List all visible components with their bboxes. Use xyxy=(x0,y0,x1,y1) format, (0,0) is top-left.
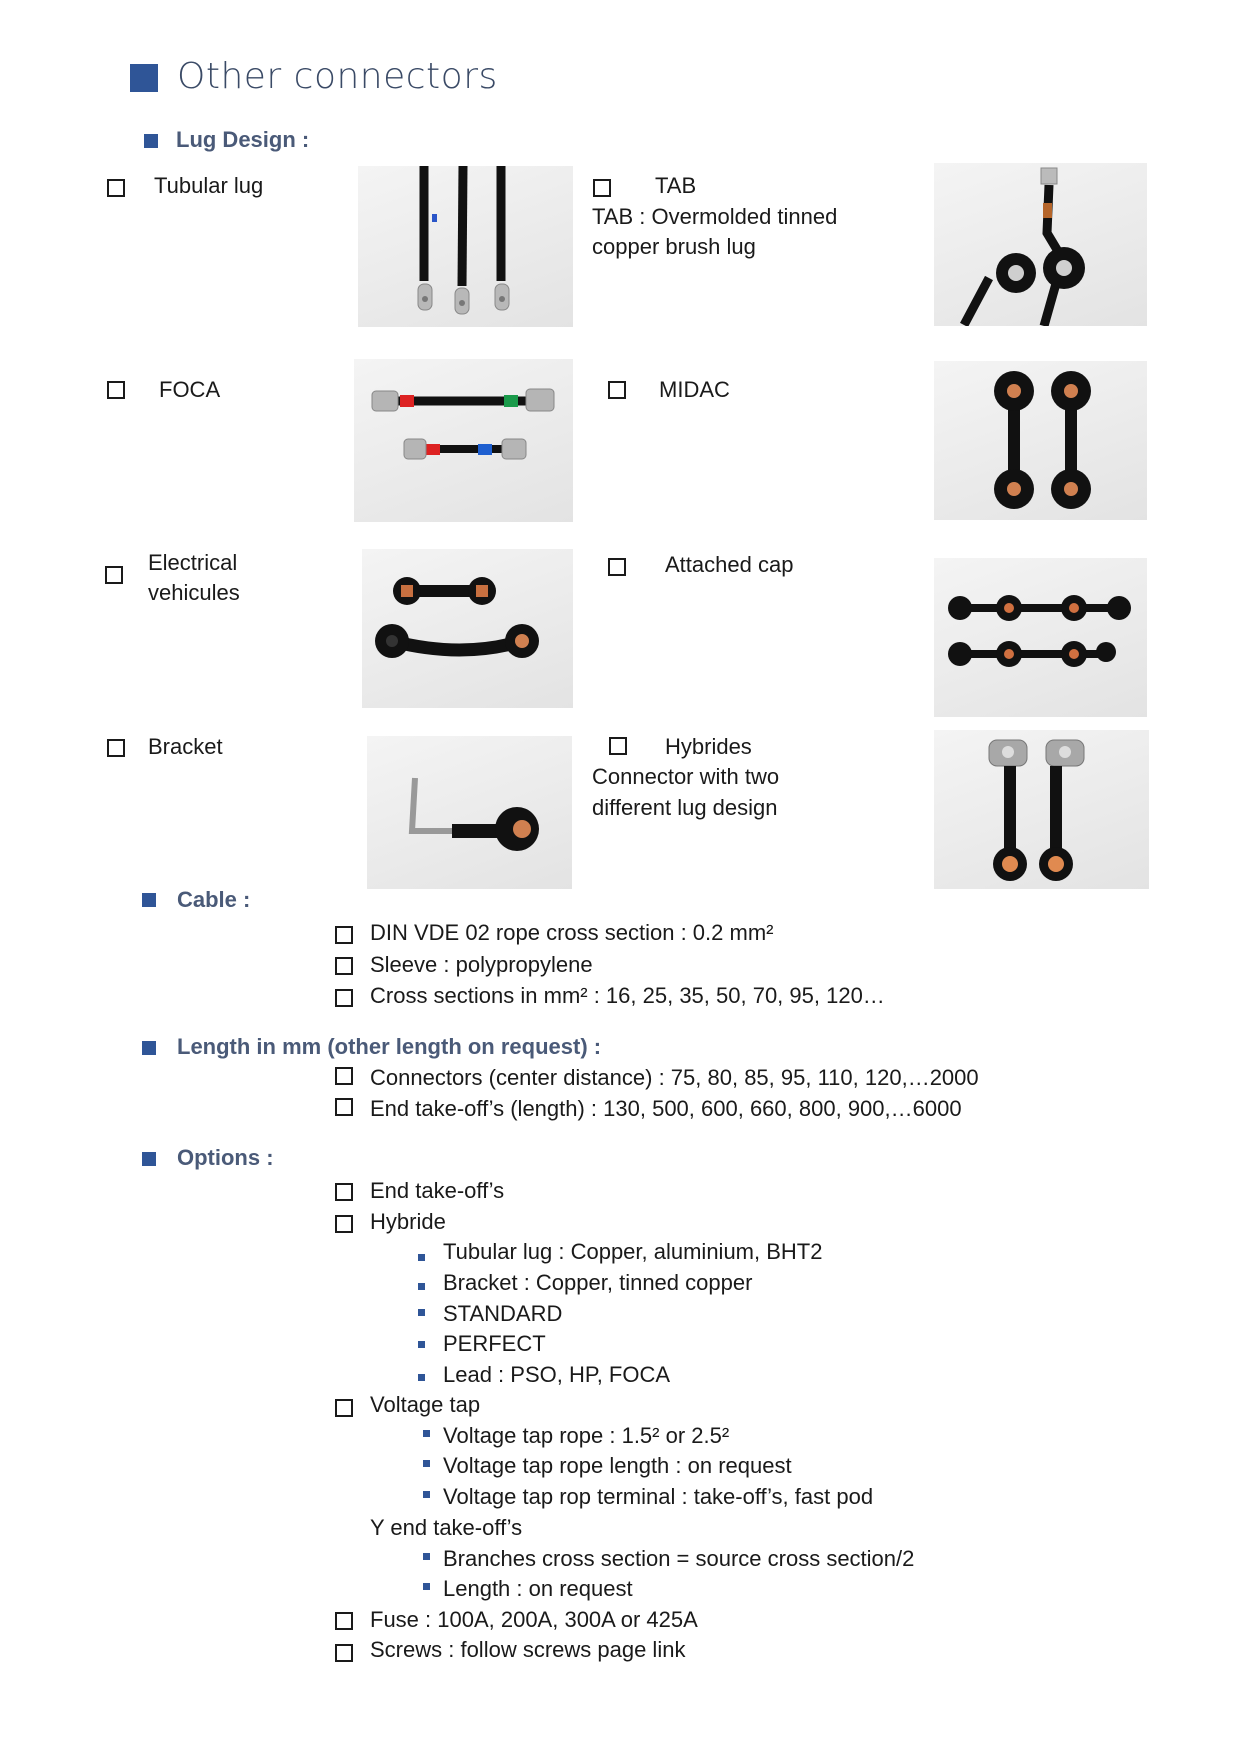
hybride-item: Tubular lug : Copper, aluminium, BHT2 xyxy=(443,1239,823,1264)
hybrides-description-line-2: different lug design xyxy=(592,795,778,820)
option-voltage-tap: Voltage tap xyxy=(370,1392,481,1417)
checkbox-icon xyxy=(608,381,626,399)
title-square-icon xyxy=(130,64,158,92)
option-fuse: Fuse : 100A, 200A, 300A or 425A xyxy=(370,1607,698,1632)
tab-description-line-1: TAB : Overmolded tinned xyxy=(592,204,838,229)
cable-item: Sleeve : polypropylene xyxy=(370,952,593,977)
hybrides-description-line-1: Connector with two xyxy=(592,764,780,789)
cable-item: DIN VDE 02 rope cross section : 0.2 mm² xyxy=(370,920,774,945)
checkbox-icon xyxy=(335,1644,353,1662)
sub-bullet-icon xyxy=(418,1374,425,1381)
checkbox-icon xyxy=(335,1067,353,1085)
checkbox-icon xyxy=(107,381,125,399)
checkbox-icon xyxy=(107,739,125,757)
lug-label-foca: FOCA xyxy=(159,377,221,402)
lug-label-electrical-line-1: Electrical xyxy=(148,550,238,575)
length-item: End take-off’s (length) : 130, 500, 600, 660, 800, 900,…6000 xyxy=(370,1096,962,1121)
tab-image xyxy=(934,163,1147,326)
page-title: Other connectors xyxy=(177,56,498,97)
checkbox-icon xyxy=(335,957,353,975)
electrical-vehicules-photo xyxy=(362,549,573,708)
y-end-item: Length : on request xyxy=(443,1576,633,1601)
checkbox-icon xyxy=(335,926,353,944)
tab-photo xyxy=(934,163,1147,326)
lug-label-electrical-line-2: vehicules xyxy=(148,580,240,605)
cable-item: Cross sections in mm² : 16, 25, 35, 50, 70, 95, 120… xyxy=(370,983,885,1008)
voltage-tap-item: Voltage tap rope length : on request xyxy=(443,1453,792,1478)
foca-image xyxy=(354,359,573,522)
bracket-photo xyxy=(367,736,572,889)
lug-label-tab: TAB xyxy=(655,173,697,198)
lug-label-hybrides: Hybrides xyxy=(665,734,752,759)
checkbox-icon xyxy=(608,558,626,576)
voltage-tap-item: Voltage tap rope : 1.5² or 2.5² xyxy=(443,1423,730,1448)
hybride-item: Lead : PSO, HP, FOCA xyxy=(443,1362,671,1387)
sub-bullet-icon xyxy=(418,1309,425,1316)
section-bullet-icon xyxy=(142,1041,156,1055)
checkbox-icon xyxy=(335,1399,353,1417)
checkbox-icon xyxy=(335,989,353,1007)
lug-label-tubular: Tubular lug xyxy=(154,173,264,198)
hybride-item: PERFECT xyxy=(443,1331,546,1356)
hybrides-image xyxy=(934,730,1149,889)
checkbox-icon xyxy=(335,1612,353,1630)
option-screws: Screws : follow screws page link xyxy=(370,1637,686,1662)
tubular-lug-image xyxy=(358,166,573,327)
sub-bullet-icon xyxy=(418,1341,425,1348)
length-heading: Length in mm (other length on request) : xyxy=(177,1034,602,1059)
options-heading: Options : xyxy=(177,1145,274,1170)
section-bullet-icon xyxy=(142,893,156,907)
lug-label-attached-cap: Attached cap xyxy=(665,552,794,577)
sub-bullet-icon xyxy=(423,1460,430,1467)
midac-image xyxy=(934,361,1147,520)
hybrides-photo xyxy=(934,730,1149,889)
bracket-image xyxy=(367,736,572,889)
checkbox-icon xyxy=(335,1183,353,1201)
attached-cap-photo xyxy=(934,558,1147,717)
electrical-vehicules-image xyxy=(362,549,573,708)
sub-bullet-icon xyxy=(418,1283,425,1290)
length-item: Connectors (center distance) : 75, 80, 85, 95, 110, 120,…2000 xyxy=(370,1065,979,1090)
option-end-takeoffs: End take-off’s xyxy=(370,1178,505,1203)
checkbox-icon xyxy=(593,179,611,197)
checkbox-icon xyxy=(335,1215,353,1233)
foca-photo xyxy=(354,359,573,522)
sub-bullet-icon xyxy=(418,1254,425,1261)
section-bullet-icon xyxy=(144,134,158,148)
y-end-item: Branches cross section = source cross section/2 xyxy=(443,1546,915,1571)
sub-bullet-icon xyxy=(423,1491,430,1498)
tab-description-line-2: copper brush lug xyxy=(592,234,756,259)
tubular-lug-photo xyxy=(358,166,573,327)
lug-label-midac: MIDAC xyxy=(659,377,730,402)
option-hybride: Hybride xyxy=(370,1209,446,1234)
section-bullet-icon xyxy=(142,1152,156,1166)
midac-photo xyxy=(934,361,1147,520)
sub-bullet-icon xyxy=(423,1583,430,1590)
voltage-tap-item: Voltage tap rop terminal : take-off’s, fast pod xyxy=(443,1484,874,1509)
sub-bullet-icon xyxy=(423,1553,430,1560)
option-y-end-takeoffs: Y end take-off’s xyxy=(370,1515,523,1540)
lug-label-bracket: Bracket xyxy=(148,734,223,759)
checkbox-icon xyxy=(335,1098,353,1116)
lug-design-heading: Lug Design : xyxy=(176,127,310,152)
checkbox-icon xyxy=(609,737,627,755)
sub-bullet-icon xyxy=(423,1430,430,1437)
checkbox-icon xyxy=(105,566,123,584)
hybride-item: STANDARD xyxy=(443,1301,563,1326)
hybride-item: Bracket : Copper, tinned copper xyxy=(443,1270,753,1295)
attached-cap-image xyxy=(934,558,1147,717)
cable-heading: Cable : xyxy=(177,887,251,912)
checkbox-icon xyxy=(107,179,125,197)
